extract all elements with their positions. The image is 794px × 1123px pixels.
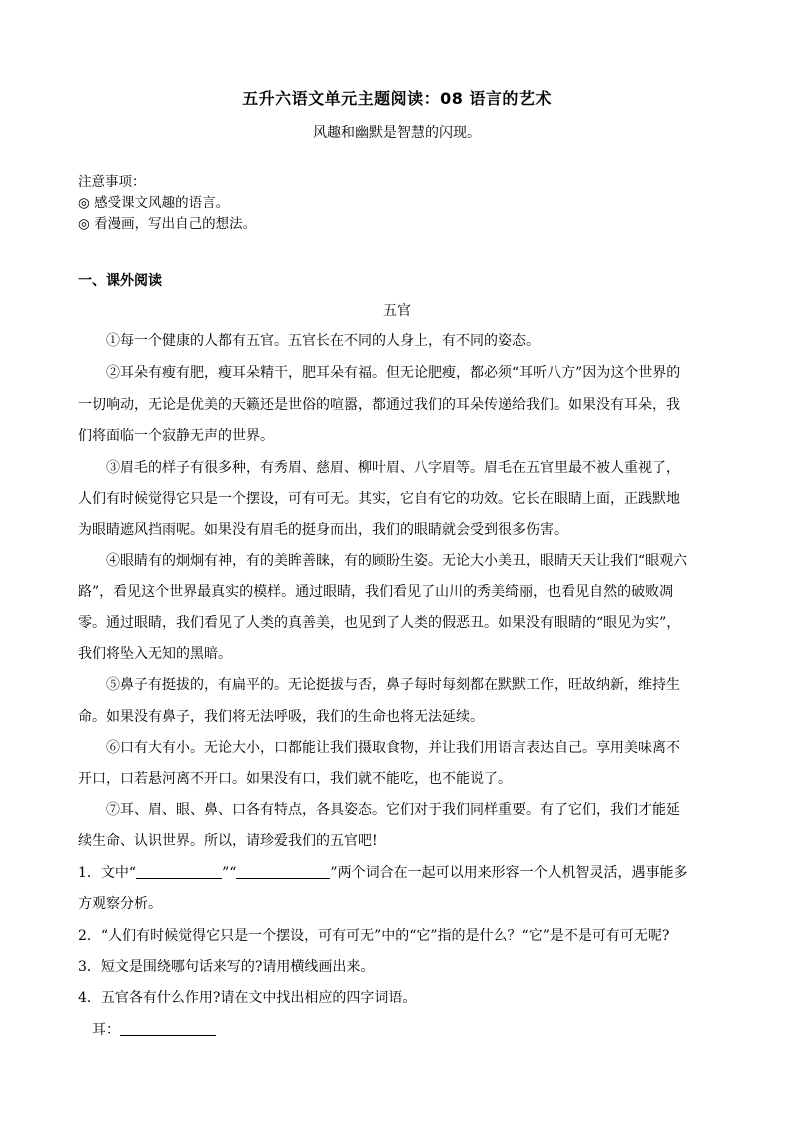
passage-line: 们将面临一个寂静无声的世界。 xyxy=(78,428,274,444)
answer-ear xyxy=(92,1019,732,1039)
answer-blank[interactable] xyxy=(136,864,222,879)
passage-line: ②耳朵有瘦有肥，瘦耳朵精干，肥耳朵有福。但无论肥瘦，都必须“耳听八方”因为这个世界的 xyxy=(106,365,681,381)
question-3: 3．短文是围绕哪句话来写的?请用横线画出来。 xyxy=(78,959,375,975)
document-subtitle: 风趣和幽默是智慧的闪现。 xyxy=(313,125,481,141)
document-title: 五升六语文单元主题阅读：08 语言的艺术 xyxy=(242,89,552,108)
passage-line: ⑥口有大有小。无论大小，口都能让我们摄取食物，并让我们用语言表达自己。享用美味离不 xyxy=(106,740,680,756)
passage-line: 我们将坠入无知的黑暗。 xyxy=(78,646,232,662)
answer-blank[interactable] xyxy=(236,864,330,879)
passage-line: ⑤鼻子有挺拔的，有扁平的。无论挺拔与否，鼻子每时每刻都在默默工作，旺故纳新，维持生 xyxy=(106,677,680,693)
notes-block xyxy=(78,172,256,235)
passage-line: 开口，口若悬河离不开口。如果没有口，我们就不能吃，也不能说了。 xyxy=(78,771,512,787)
question-1 xyxy=(78,862,718,882)
question-1-suffix: ”两个词合在一起可以用来形容一个人机智灵活，遇事能多 xyxy=(330,865,688,881)
passage-line: 续生命、认识世界。所以，请珍爱我们的五官吧! xyxy=(78,833,378,849)
question-2: 2．“人们有时候觉得它只是一个摆设，可有可无”中的“它”指的是什么？“它”是不是可有可无呢? xyxy=(78,928,670,944)
question-1-continuation: 方观察分析。 xyxy=(78,896,162,912)
passage-line: ⑦耳、眉、眼、鼻、口各有特点，各具姿态。它们对于我们同样重要。有了它们，我们才能延 xyxy=(106,802,680,818)
passage-line: 路”，看见这个世界最真实的模样。通过眼睛，我们看见了山川的秀美绮丽，也看见自然的破败凋 xyxy=(78,584,674,600)
answer-ear-label: 耳： xyxy=(92,1022,120,1038)
question-4: 4．五官各有什么作用?请在文中找出相应的四字词语。 xyxy=(78,990,417,1006)
question-1-prefix: 1．文中“ xyxy=(78,865,137,881)
passage-line: 零。通过眼睛，我们看见了人类的真善美，也见到了人类的假恶丑。如果没有眼睛的“眼见为实”， xyxy=(78,615,681,631)
section-heading: 一、课外阅读 xyxy=(78,273,162,289)
passage-line: ③眉毛的样子有很多种，有秀眉、慈眉、柳叶眉、八字眉等。眉毛在五官里最不被人重视了， xyxy=(106,460,680,476)
passage-line: ④眼睛有的炯炯有神，有的美眸善睐，有的顾盼生姿。无论大小美丑，眼睛天天让我们“眼观六 xyxy=(106,553,688,569)
notes-item: ◎ 看漫画，写出自己的想法。 xyxy=(78,216,257,232)
answer-blank[interactable] xyxy=(120,1021,216,1036)
notes-heading: 注意事项： xyxy=(78,174,146,190)
notes-item: ◎ 感受课文风趣的语言。 xyxy=(78,195,230,211)
passage-line: ①每一个健康的人都有五官。五官长在不同的人身上，有不同的姿态。 xyxy=(106,333,540,349)
passage-line: 为眼睛遮风挡雨呢。如果没有眉毛的挺身而出，我们的眼睛就会受到很多伤害。 xyxy=(78,522,568,538)
passage-line: 人们有时候觉得它只是一个摆设，可有可无。其实，它自有它的功效。它长在眼睛上面，正践默地 xyxy=(78,491,680,507)
question-1-mid: ”“ xyxy=(222,865,237,881)
passage-line: 一切响动，无论是优美的天籁还是世俗的喧嚣，都通过我们的耳朵传递给我们。如果没有耳朵，我 xyxy=(78,397,680,413)
passage-title: 五官 xyxy=(383,303,411,319)
passage-line: 命。如果没有鼻子，我们将无法呼吸，我们的生命也将无法延续。 xyxy=(78,709,484,725)
